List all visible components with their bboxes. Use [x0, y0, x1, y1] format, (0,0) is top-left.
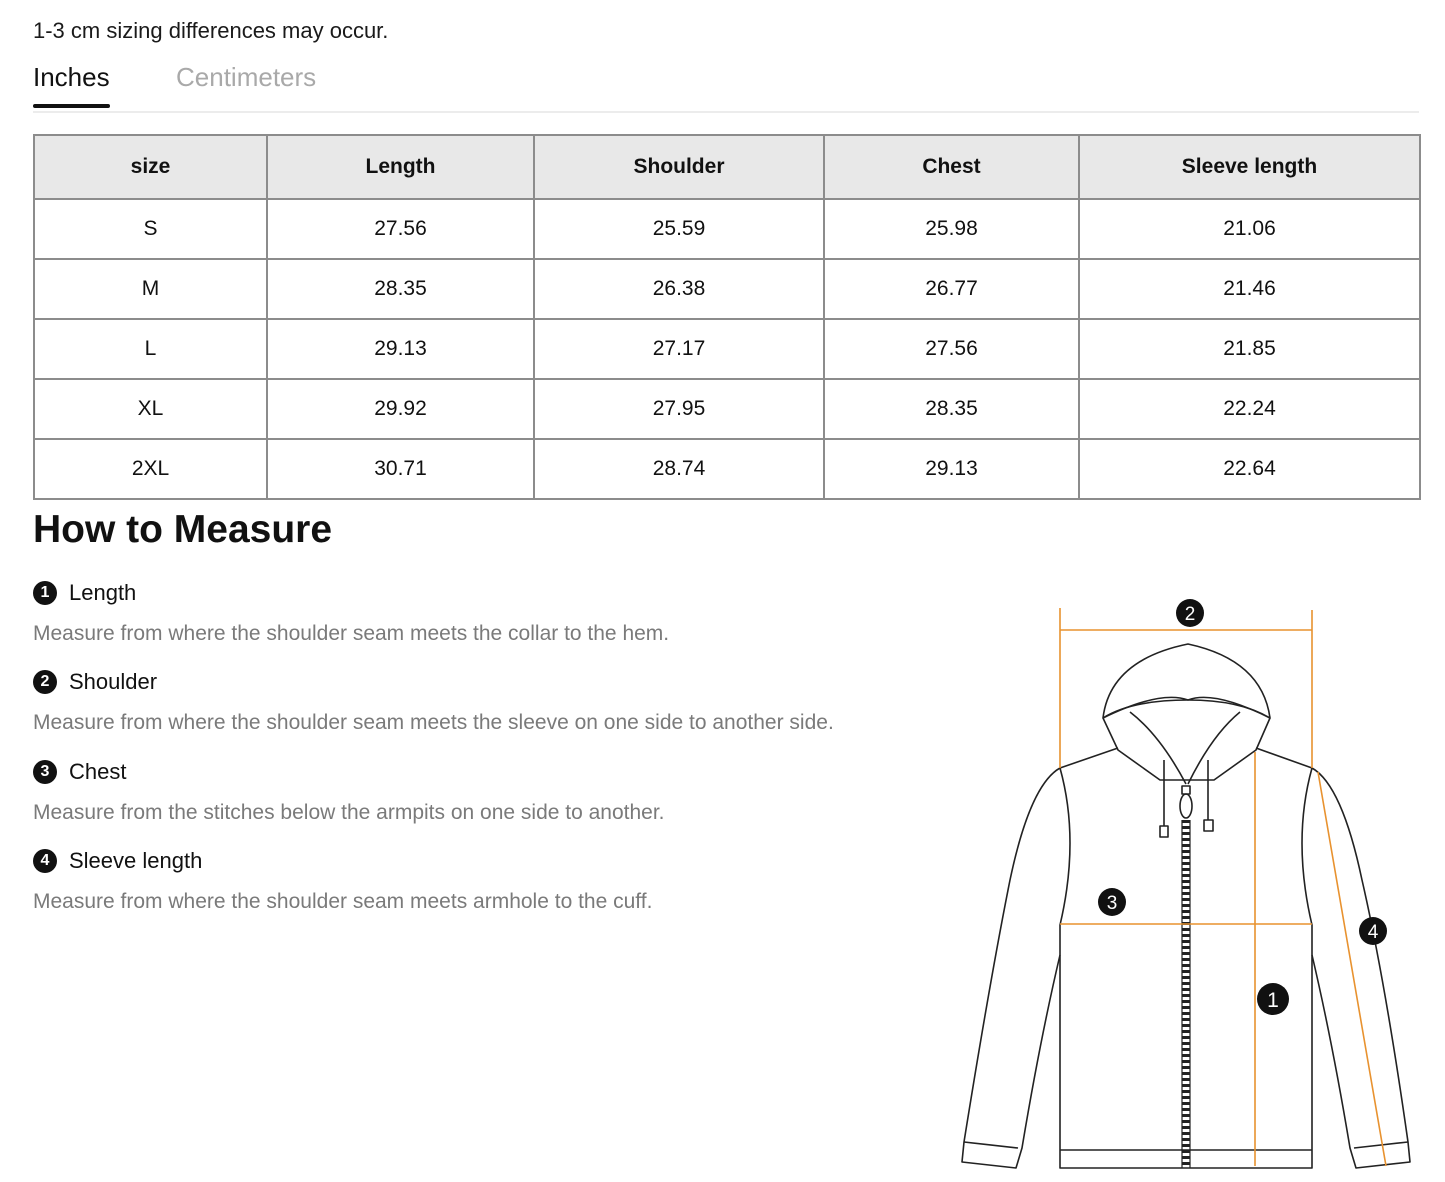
sizing-note: 1-3 cm sizing differences may occur.	[33, 18, 389, 43]
tab-inches[interactable]: Inches	[33, 62, 110, 105]
measure-item-sleeve-length	[33, 846, 652, 914]
measure-item-chest	[33, 757, 665, 825]
cell-shoulder: 27.17	[534, 319, 824, 379]
cell-size: 2XL	[34, 439, 267, 499]
measure-description: Measure from the stitches below the armpits on one side to another.	[33, 801, 665, 824]
unit-tabs	[33, 62, 1419, 113]
cell-size: S	[34, 199, 267, 259]
number-2-icon: 2	[33, 670, 57, 694]
header-size: size	[34, 135, 267, 199]
measure-item-shoulder	[33, 667, 834, 735]
number-3-icon: 3	[33, 760, 57, 784]
measure-name: Sleeve length	[69, 848, 203, 873]
cell-chest: 28.35	[824, 379, 1079, 439]
size-chart-table	[33, 134, 1421, 500]
table-row	[34, 379, 1420, 439]
cell-sleeve-length: 21.85	[1079, 319, 1420, 379]
measure-description: Measure from where the shoulder seam meets the sleeve on one side to another side.	[33, 711, 834, 734]
measure-description: Measure from where the shoulder seam meets armhole to the cuff.	[33, 890, 653, 913]
table-row	[34, 199, 1420, 259]
table-row	[34, 439, 1420, 499]
header-length: Length	[267, 135, 534, 199]
cell-length: 27.56	[267, 199, 534, 259]
cell-shoulder: 28.74	[534, 439, 824, 499]
table-row	[34, 259, 1420, 319]
cell-length: 29.92	[267, 379, 534, 439]
cell-shoulder: 25.59	[534, 199, 824, 259]
measure-name: Shoulder	[69, 669, 158, 694]
cell-size: XL	[34, 379, 267, 439]
cell-sleeve-length: 22.64	[1079, 439, 1420, 499]
cell-chest: 26.77	[824, 259, 1079, 319]
cell-size: M	[34, 259, 267, 319]
cell-size: L	[34, 319, 267, 379]
cell-shoulder: 26.38	[534, 259, 824, 319]
hoodie-measure-diagram	[950, 590, 1420, 1180]
header-shoulder: Shoulder	[534, 135, 824, 199]
cell-length: 29.13	[267, 319, 534, 379]
cell-chest: 29.13	[824, 439, 1079, 499]
cell-length: 28.35	[267, 259, 534, 319]
marker-1: 1	[1267, 989, 1279, 1012]
cell-sleeve-length: 21.46	[1079, 259, 1420, 319]
marker-4: 4	[1367, 922, 1379, 943]
cell-sleeve-length: 21.06	[1079, 199, 1420, 259]
marker-3: 3	[1106, 893, 1118, 914]
header-sleeve-length: Sleeve length	[1079, 135, 1420, 199]
cell-length: 30.71	[267, 439, 534, 499]
marker-2: 2	[1184, 604, 1196, 625]
number-1-icon: 1	[33, 581, 57, 605]
header-chest: Chest	[824, 135, 1079, 199]
cell-shoulder: 27.95	[534, 379, 824, 439]
number-4-icon: 4	[33, 849, 57, 873]
measure-description: Measure from where the shoulder seam meets the collar to the hem.	[33, 622, 670, 645]
how-to-measure-title: How to Measure	[33, 508, 333, 551]
measure-item-length	[33, 578, 669, 646]
measure-name: Length	[69, 580, 137, 605]
tab-centimeters[interactable]: Centimeters	[176, 62, 317, 92]
table-row	[34, 319, 1420, 379]
cell-chest: 25.98	[824, 199, 1079, 259]
cell-sleeve-length: 22.24	[1079, 379, 1420, 439]
cell-chest: 27.56	[824, 319, 1079, 379]
measure-name: Chest	[69, 759, 127, 784]
measure-lines	[1060, 608, 1386, 1166]
table-header-row	[34, 135, 1420, 199]
